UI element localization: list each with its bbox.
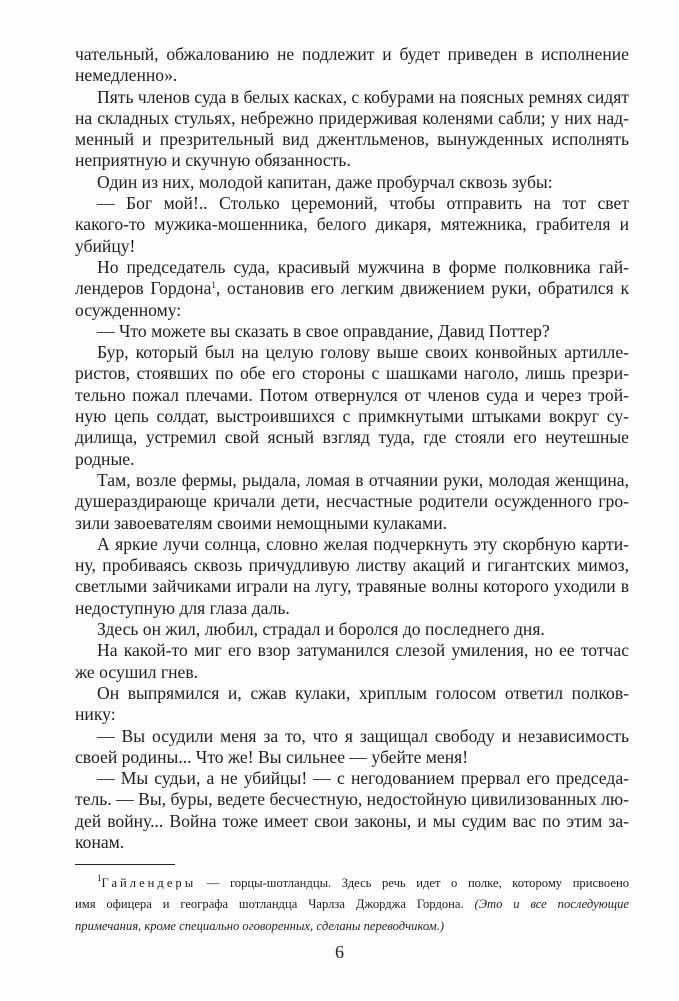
text-line: Там, возле фермы, рыдала, ломая в отчаянии руки, молодая женщина, [97,469,629,490]
footnote-line: примечания, кроме специально оговоренных, сделаны переводчиком.) [75,918,445,933]
footnote [75,874,629,938]
paragraph [75,534,629,619]
text-line: тельно пожал плечами. Потом отвернулся от членов суда и через трой- [75,384,629,405]
paragraph [75,87,629,172]
text-line: Здесь он жил, любил, страдал и боролся до последнего дня. [97,619,545,640]
footnote-note: (Это и все последующие [474,897,629,912]
footnote-marker: 1 [97,873,102,883]
text-line: Пять членов суда в белых касках, с кобурами на поясных ремнях сидят [97,86,629,107]
paragraph [75,640,629,683]
text-line: ную цепь солдат, выстроившихся с примкнутыми штыками вокруг су- [75,406,629,427]
text-line: светлыми зайчиками играли на лугу, травяные волны которого уходили в [75,576,629,597]
text-line: менный и презрительный вид джентльменов, вынужденных исполнять [75,129,629,150]
paragraph [75,44,629,87]
text-line: Один из них, молодой капитан, даже пробурчал сквозь зубы: [97,171,553,192]
text-line: дей войну... Война тоже имеет свои законы, и мы судим вас по этим за- [75,810,629,831]
text-line: убийцу! [75,235,136,256]
text-line: На какой-то миг его взор затуманился слезой умиления, но ее тотчас [97,640,629,661]
text-line: ну, пробиваясь сквозь причудливую листву акаций и гигантских мимоз, [75,555,629,576]
text-line: на складных стульях, небрежно придерживая коленями сабли; у них над- [75,107,629,128]
paragraph [75,470,629,534]
footnote-line [75,874,629,895]
text-line: тель. — Вы, буры, ведете бесчестную, недостойную цивилизованных лю- [75,789,629,810]
text-line: Но председатель суда, красивый мужчина в форме полковника гай- [97,256,629,277]
footnote-text: имя офицера и географа шотландца Чарлза Джорджа Гордона. [75,897,475,912]
text-line: дилища, устремил свой ясный взгляд туда, где стояли его неутешные [75,427,629,448]
paragraph [75,726,629,769]
text-line: какого-то мужика-мошенника, белого дикаря, мятежника, грабителя и [75,214,629,235]
text-line: Бур, который был на целую голову выше своих конвойных артилле- [97,342,629,363]
text-line: зили завоевателям своими немощными кулаками. [75,512,448,533]
text-line: неприятную и скучную обязанность. [75,150,351,171]
paragraph [75,172,629,193]
footnote-line [75,895,629,916]
text-line: недоступную для глаза даль. [75,597,290,618]
paragraph [75,342,629,470]
text-line: — Бог мой!.. Столько церемоний, чтобы отправить на тот свет [97,193,629,214]
paragraph [75,193,629,257]
paragraph [75,619,629,640]
footnote-divider [75,864,175,865]
text-line: А яркие лучи солнца, словно желая подчеркнуть эту скорбную карти- [97,533,629,554]
page-number: 6 [335,942,344,962]
footnote-text: — горцы-шотландцы. Здесь речь идет о полке, которому присвоено [196,876,629,890]
paragraph [75,768,629,853]
text-line: родные. [75,448,135,469]
text-line: чательный, обжалованию не подлежит и будет приведен в исполнение [75,44,629,64]
text-line: — Что можете вы сказать в свое оправдание, Давид Поттер? [97,320,550,341]
footnote-reference: 1 [211,280,216,291]
paragraph [75,321,629,342]
paragraph [75,257,629,321]
text-line: душераздирающе кричали дети, несчастные родители осужденного гро- [75,491,629,512]
text-line: Он выпрямился и, сжав кулаки, хриплым голосом ответил полков- [97,682,629,703]
text-line: — Мы судьи, а не убийцы! — с негодованием прервал его председа- [97,768,629,789]
text-line: конам. [75,831,125,852]
text-line: своей родины... Что же! Вы сильнее — убейте меня! [75,746,469,767]
text-line: же осушил гнев. [75,661,199,682]
paragraph [75,683,629,726]
text-line: лендеров Гордона$^1$, остановив его легким движением руки, обратился к [75,278,629,299]
text-line: немедленно». [75,65,178,86]
text-line: ристов, стоявших по обе его стороны с шашками наголо, лишь презри- [75,363,629,384]
body-text [75,44,629,853]
text-line: — Вы осудили меня за то, что я защищал свободу и независимость [97,725,629,746]
text-line: нику: [75,704,116,725]
footnote-term: Гайлендеры [101,876,197,890]
text-line: осужденному: [75,299,182,320]
